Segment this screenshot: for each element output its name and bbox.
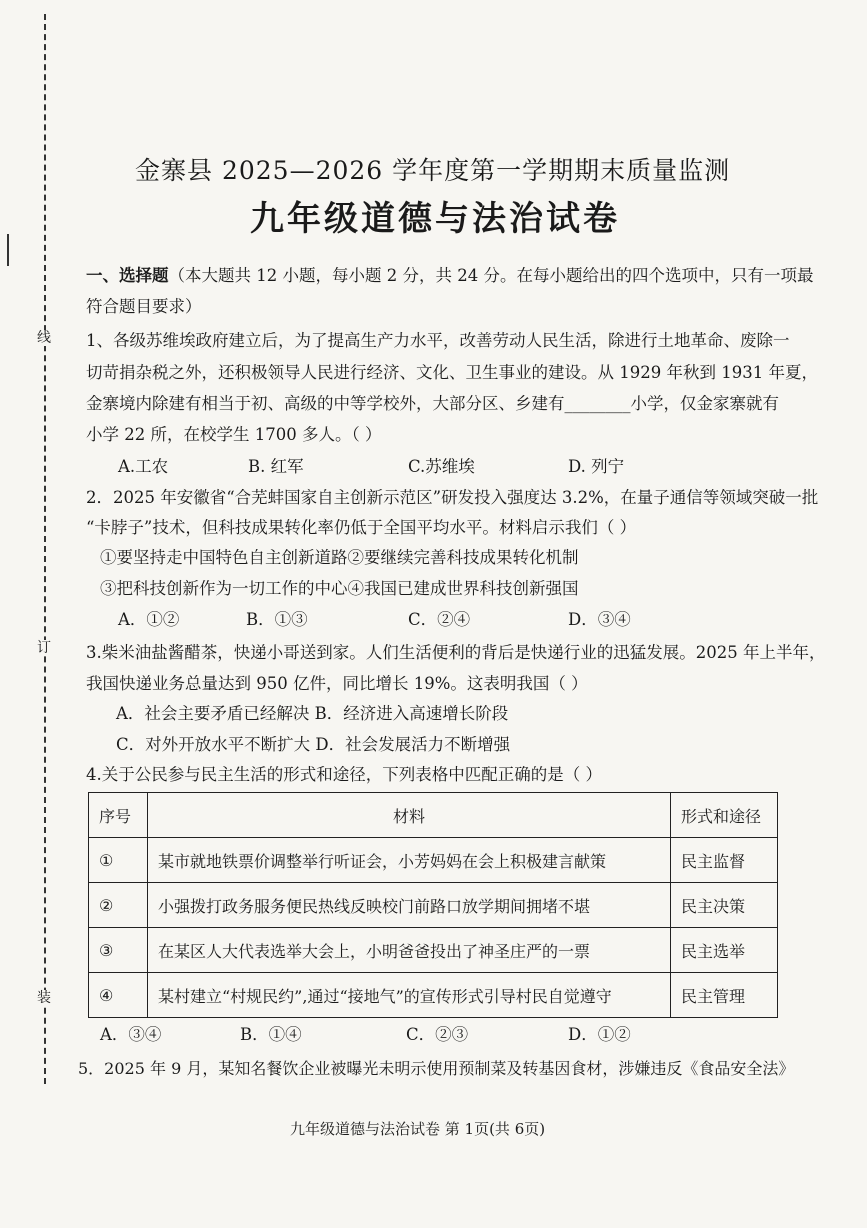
q4-option-a: A．③④ <box>100 1025 162 1044</box>
q1-option-a: A.工农 <box>118 457 169 476</box>
exam-title-line2: 九年级道德与法治试卷 <box>250 199 620 239</box>
table-cell: 民主选举 <box>671 928 778 973</box>
table-header-cell: 材料 <box>148 793 671 838</box>
q2-option-d: D．③④ <box>568 610 631 629</box>
table-cell: 在某区人大代表选举大会上，小明爸爸投出了神圣庄严的一票 <box>148 928 671 973</box>
table-cell: 民主管理 <box>671 973 778 1018</box>
table-cell: 小强拨打政务服务便民热线反映校门前路口放学期间拥堵不堪 <box>148 883 671 928</box>
q4-option-c: C．②③ <box>406 1025 469 1044</box>
q2-statement-2: ③把科技创新作为一切工作的中心④我国已建成世界科技创新强国 <box>100 579 579 598</box>
binding-dashed-line <box>44 14 46 1084</box>
margin-label-zhuang: 装 <box>30 990 58 1006</box>
q1-option-b: B. 红军 <box>248 457 304 476</box>
table-row <box>89 883 778 928</box>
table-cell: 某市就地铁票价调整举行听证会，小芳妈妈在会上积极建言献策 <box>148 838 671 883</box>
table-cell: 民主监督 <box>671 838 778 883</box>
margin-tick-mark <box>7 234 9 266</box>
q3-options-cd: C．对外开放水平不断扩大 D．社会发展活力不断增强 <box>116 735 511 754</box>
q3-options-ab: A．社会主要矛盾已经解决 B．经济进入高速增长阶段 <box>116 704 509 723</box>
section1-heading: 一、选择题 <box>86 266 169 285</box>
margin-label-ding: 订 <box>30 640 58 656</box>
table-row <box>89 838 778 883</box>
table-header-row <box>89 793 778 838</box>
q1-option-c: C.苏维埃 <box>408 457 475 476</box>
q3-line-2: 我国快递业务总量达到 950 亿件，同比增长 19%。这表明我国（ ） <box>86 674 588 693</box>
exam-title-line1: 金寨县 2025—2026 学年度第一学期期末质量监测 <box>135 156 731 185</box>
q5-line-1: 5．2025 年 9 月，某知名餐饮企业被曝光未明示使用预制菜及转基因食材，涉嫌违反《食品安全法》 <box>78 1059 795 1078</box>
table-row <box>89 973 778 1018</box>
table-cell: 民主决策 <box>671 883 778 928</box>
q4-option-d: D．①② <box>568 1025 631 1044</box>
section1-heading-line <box>86 265 813 287</box>
q4-table <box>88 792 778 1018</box>
q2-line-1: 2．2025 年安徽省“合芜蚌国家自主创新示范区”研发投入强度达 3.2%，在量子通信等领域突破一批 <box>86 488 819 507</box>
table-header-cell: 形式和途径 <box>671 793 778 838</box>
q3-line-1: 3.柴米油盐酱醋茶，快递小哥送到家。人们生活便利的背后是快递行业的迅猛发展。2025 年上半年， <box>86 643 826 662</box>
q1-line-3: 金寨境内除建有相当于初、高级的中等学校外，大部分区、乡建有________小学，仅金家寨就有 <box>86 394 779 413</box>
section1-instructions-2: 符合题目要求） <box>86 297 202 316</box>
q4-stem: 4.关于公民参与民主生活的形式和途径，下列表格中匹配正确的是（ ） <box>86 765 602 784</box>
q4-option-b: B．①④ <box>240 1025 302 1044</box>
q1-option-d: D. 列宁 <box>568 457 625 476</box>
table-cell: ② <box>89 883 148 928</box>
section1-instructions-1: （本大题共 12 小题，每小题 2 分，共 24 分。在每小题给出的四个选项中，只有一项最 <box>168 266 814 285</box>
margin-label-xian: 线 <box>30 330 58 346</box>
q2-statement-1: ①要坚持走中国特色自主创新道路②要继续完善科技成果转化机制 <box>100 548 579 567</box>
q2-option-c: C．②④ <box>408 610 471 629</box>
page-footer: 九年级道德与法治试卷 第 1页(共 6页) <box>290 1120 546 1138</box>
table-cell: 某村建立“村规民约”,通过“接地气”的宣传形式引导村民自觉遵守 <box>148 973 671 1018</box>
q2-option-a: A．①② <box>118 610 180 629</box>
q1-line-2: 切苛捐杂税之外，还积极领导人民进行经济、文化、卫生事业的建设。从 1929 年秋到 1931 年夏， <box>86 363 818 382</box>
table-cell: ① <box>89 838 148 883</box>
table-header-cell: 序号 <box>89 793 148 838</box>
q1-line-4: 小学 22 所，在校学生 1700 多人。（ ） <box>86 425 382 444</box>
q2-line-2: “卡脖子”技术，但科技成果转化率仍低于全国平均水平。材料启示我们（ ） <box>86 518 637 537</box>
q1-line-1: 1、各级苏维埃政府建立后，为了提高生产力水平，改善劳动人民生活，除进行土地革命、废除一 <box>86 331 790 350</box>
table-cell: ④ <box>89 973 148 1018</box>
table-cell: ③ <box>89 928 148 973</box>
table-row <box>89 928 778 973</box>
q2-option-b: B．①③ <box>246 610 308 629</box>
